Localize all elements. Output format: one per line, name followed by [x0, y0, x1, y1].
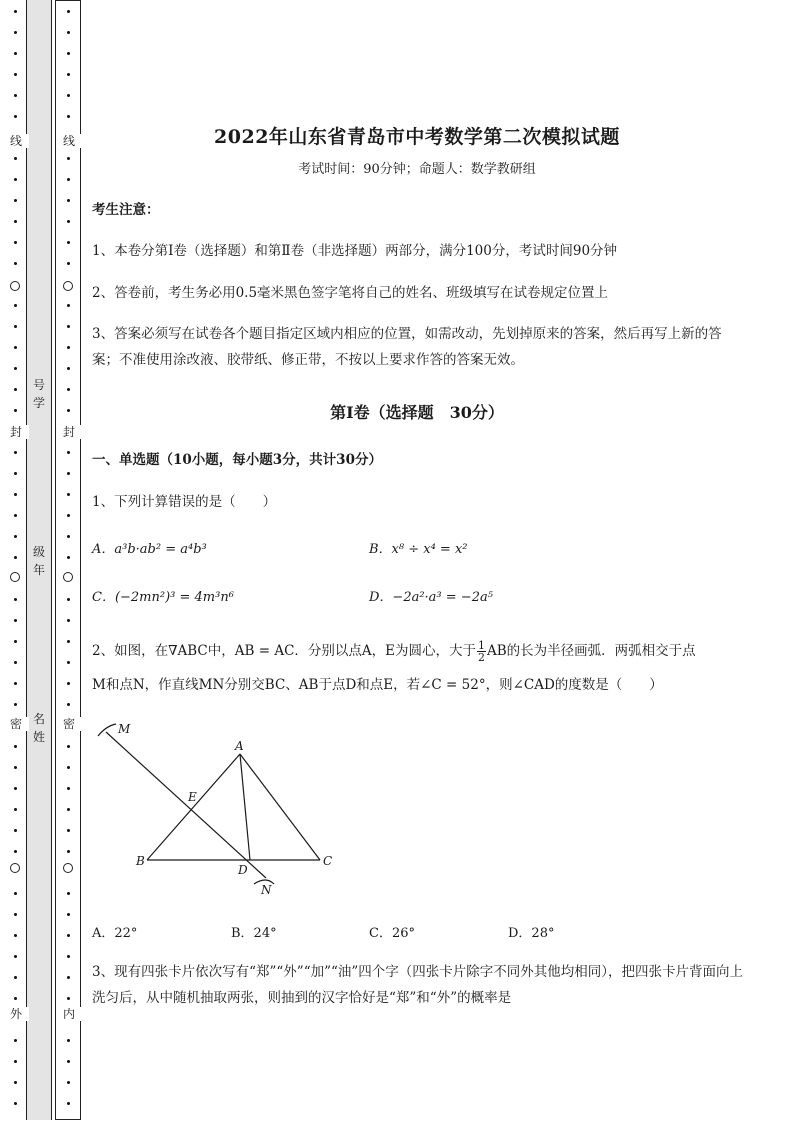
binding-dot	[14, 346, 17, 349]
binding-dot	[67, 787, 70, 790]
binding-dot	[14, 640, 17, 643]
binding-dot	[14, 1081, 17, 1084]
seal-ring	[10, 863, 20, 873]
notes-heading: 考生注意：	[92, 202, 160, 218]
label-n: N	[261, 883, 272, 897]
q2-option-a: A．22°	[92, 926, 138, 941]
binding-dot	[67, 409, 70, 412]
binding-dot	[67, 388, 70, 391]
binding-dot	[14, 787, 17, 790]
note-item: 2、答卷前，考生务必用0.5毫米黑色签字笔将自己的姓名、班级填写在试卷规定位置上	[92, 285, 609, 301]
binding-dot	[67, 1039, 70, 1042]
q2-option-b: B．24°	[231, 926, 277, 941]
binding-dot	[14, 661, 17, 664]
seal-ring	[10, 281, 20, 291]
binding-dot	[14, 556, 17, 559]
note-item: 1、本卷分第Ⅰ卷（选择题）和第Ⅱ卷（非选择题）两部分，满分100分，考试时间90分钟	[92, 243, 618, 259]
segment-ad	[240, 754, 250, 860]
binding-dot	[67, 325, 70, 328]
binding-dot	[67, 934, 70, 937]
label-e: E	[188, 790, 197, 804]
binding-dot	[14, 955, 17, 958]
binding-dot	[14, 73, 17, 76]
label-c: C	[323, 854, 333, 868]
q2-stem-part: AB的长为半径画弧．两弧相交于点	[487, 643, 696, 659]
binding-dot	[67, 94, 70, 97]
binding-dot	[14, 1060, 17, 1063]
binding-dot	[14, 52, 17, 55]
binding-dot	[67, 556, 70, 559]
binding-dot	[14, 745, 17, 748]
q1-option-a: A．a³b·ab² = a⁴b³	[92, 542, 207, 557]
note-item: 3、答案必须写在试卷各个题目指定区域内相应的位置，如需改动，先划掉原来的答案，然后再写上新的答案；不准使用涂改液、胶带纸、修正带，不按以上要求作答的答案无效。	[92, 326, 722, 368]
binding-dot	[67, 31, 70, 34]
seal-char: 线	[56, 134, 82, 148]
binding-dot	[14, 115, 17, 118]
binding-dot	[67, 997, 70, 1000]
arc-m	[98, 724, 116, 736]
binding-dot	[14, 178, 17, 181]
binding-dot	[67, 661, 70, 664]
side-ab	[147, 754, 240, 860]
binding-dot	[67, 472, 70, 475]
seal-char: 封	[3, 425, 29, 439]
binding-dot	[14, 409, 17, 412]
binding-dot	[67, 1081, 70, 1084]
q1-option-c: C．(−2mn²)³ = 4m³n⁶	[92, 590, 234, 605]
seal-char: 封	[56, 425, 82, 439]
q2-stem-part: 2、如图，在∇ABC中，AB = AC．分别以点A，E为圆心，大于	[92, 643, 477, 659]
binding-dot	[67, 304, 70, 307]
exam-title: 2022年山东省青岛市中考数学第二次模拟试题	[214, 126, 620, 148]
seal-char: 线	[3, 134, 29, 148]
binding-dot	[67, 199, 70, 202]
binding-dot	[67, 892, 70, 895]
seal-ring	[10, 572, 20, 582]
binding-dot	[14, 325, 17, 328]
binding-dot	[14, 829, 17, 832]
binding-dot	[67, 703, 70, 706]
binding-dot	[67, 52, 70, 55]
binding-dot	[67, 367, 70, 370]
triangle-diagram	[94, 712, 354, 912]
question-1-stem: 1、下列计算错误的是（ ）	[92, 494, 277, 510]
seal-ring	[63, 572, 73, 582]
side-ac	[240, 754, 320, 860]
binding-dot	[67, 220, 70, 223]
binding-dot	[67, 829, 70, 832]
seal-char: 内	[56, 1007, 82, 1021]
binding-dot	[14, 976, 17, 979]
label-m: M	[118, 722, 131, 736]
binding-dot	[67, 640, 70, 643]
binding-dot	[14, 535, 17, 538]
label-a: A	[235, 739, 244, 753]
binding-dot	[14, 934, 17, 937]
fraction-numerator: 1	[478, 639, 486, 652]
binding-dot	[14, 808, 17, 811]
binding-dot	[14, 199, 17, 202]
binding-dot	[14, 10, 17, 13]
binding-dot	[14, 598, 17, 601]
q1-option-b: B．x⁸ ÷ x⁴ = x²	[369, 542, 468, 557]
binding-dot	[67, 73, 70, 76]
binding-dot	[67, 976, 70, 979]
binding-dot	[67, 808, 70, 811]
binding-dot	[67, 1060, 70, 1063]
binding-dot	[14, 388, 17, 391]
binding-dot	[14, 367, 17, 370]
binding-dot	[14, 262, 17, 265]
label-b: B	[136, 854, 145, 868]
line-mn	[106, 732, 266, 878]
question-3-stem: 3、现有四张卡片依次写有“郑”“外”“加”“油”四个字（四张卡片除字不同外其他均相同），把四张卡片背面向上洗匀后，从中随机抽取两张，则抽到的汉字恰好是“郑”和“外”的概率是	[92, 964, 744, 1006]
binding-dot	[67, 178, 70, 181]
binding-dot	[67, 682, 70, 685]
binding-dot	[14, 997, 17, 1000]
binding-dot	[14, 1102, 17, 1105]
student-number-label: 号学	[32, 378, 45, 410]
question-2-stem-line1	[92, 638, 747, 664]
binding-dot	[67, 598, 70, 601]
binding-dot	[67, 913, 70, 916]
binding-margin	[0, 0, 90, 1123]
binding-dot	[14, 682, 17, 685]
inner-dotted-line	[56, 0, 82, 1123]
section-heading: 一、单选题（10小题，每小题3分，共计30分）	[92, 452, 382, 468]
binding-dot	[14, 703, 17, 706]
binding-dot	[14, 892, 17, 895]
binding-dot	[67, 535, 70, 538]
grade-label: 级年	[32, 545, 45, 577]
binding-dot	[14, 241, 17, 244]
binding-dot	[67, 451, 70, 454]
binding-dot	[14, 220, 17, 223]
seal-char: 密	[56, 717, 82, 731]
binding-dot	[14, 619, 17, 622]
binding-dot	[67, 262, 70, 265]
q1-option-d: D．−2a²·a³ = −2a⁵	[369, 590, 493, 605]
q2-option-d: D．28°	[508, 926, 555, 941]
binding-dot	[14, 850, 17, 853]
question-2-stem-line2: M和点N，作直线MN分别交BC、AB于点D和点E，若∠C = 52°，则∠CAD的度数是（ ）	[92, 677, 663, 693]
binding-dot	[67, 157, 70, 160]
binding-dot	[14, 304, 17, 307]
binding-dot	[67, 850, 70, 853]
label-d: D	[238, 863, 248, 877]
binding-dot	[14, 157, 17, 160]
binding-dot	[67, 619, 70, 622]
seal-char: 密	[3, 717, 29, 731]
binding-dot	[67, 745, 70, 748]
q2-option-c: C．26°	[369, 926, 415, 941]
fraction-denominator: 2	[478, 651, 486, 664]
binding-dot	[67, 241, 70, 244]
binding-dot	[67, 766, 70, 769]
binding-dot	[67, 493, 70, 496]
binding-dot	[14, 94, 17, 97]
binding-dot	[14, 514, 17, 517]
one-half-fraction	[477, 640, 486, 663]
binding-dot	[67, 955, 70, 958]
binding-dot	[14, 1039, 17, 1042]
seal-ring	[63, 863, 73, 873]
binding-dot	[67, 10, 70, 13]
binding-dot	[14, 472, 17, 475]
seal-char: 外	[3, 1007, 29, 1021]
binding-dot	[14, 451, 17, 454]
binding-dot	[14, 493, 17, 496]
binding-dot	[67, 1102, 70, 1105]
part-title: 第Ⅰ卷（选择题 30分）	[330, 403, 504, 422]
binding-dot	[67, 115, 70, 118]
binding-dot	[14, 31, 17, 34]
binding-dot	[67, 346, 70, 349]
exam-subtitle: 考试时间：90分钟；命题人：数学教研组	[298, 162, 536, 177]
name-label: 名姓	[32, 712, 45, 744]
seal-ring	[63, 281, 73, 291]
binding-dot	[14, 913, 17, 916]
binding-dot	[67, 514, 70, 517]
binding-dot	[14, 766, 17, 769]
